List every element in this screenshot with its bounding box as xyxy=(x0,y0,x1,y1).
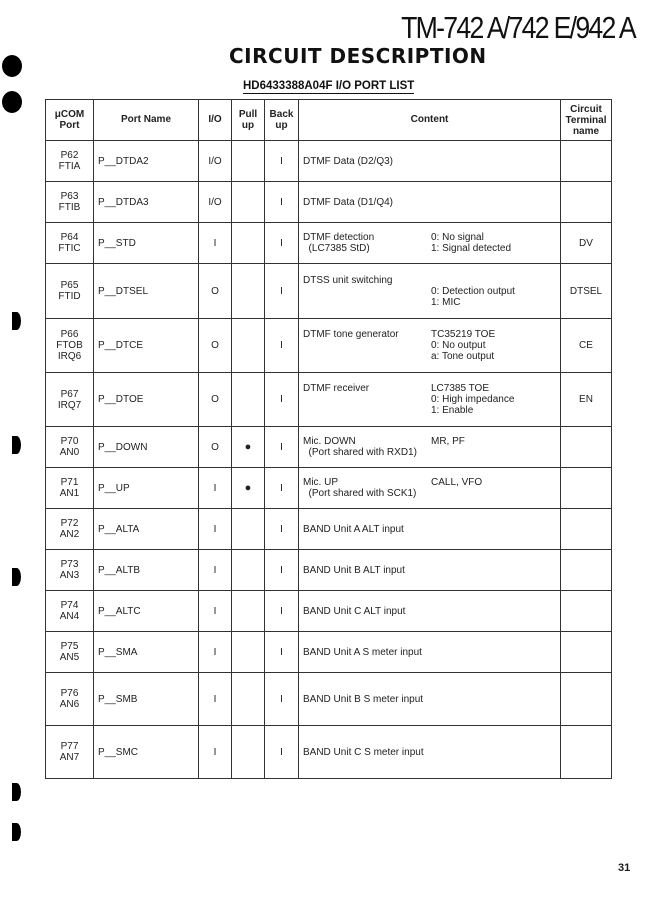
io-cell: O xyxy=(199,427,232,468)
content-description: BAND Unit C S meter input xyxy=(303,746,424,758)
port-cell: P70 AN0 xyxy=(46,427,94,468)
table-row xyxy=(46,182,612,223)
table-row xyxy=(46,591,612,632)
port-name-cell: P__DTDA2 xyxy=(94,141,199,182)
port-cell: P75 AN5 xyxy=(46,632,94,673)
header-io: I/O xyxy=(199,100,232,141)
circuit-terminal-cell xyxy=(561,550,612,591)
port-name-cell: P__STD xyxy=(94,223,199,264)
binding-mark xyxy=(12,783,21,801)
port-name-cell: P__SMB xyxy=(94,673,199,726)
content-detail: CALL, VFO xyxy=(431,477,483,488)
content-description: Mic. UP xyxy=(303,477,338,488)
pullup-cell xyxy=(232,550,265,591)
backup-cell: I xyxy=(265,427,299,468)
binding-mark xyxy=(12,823,21,841)
port-name-cell: P__ALTC xyxy=(94,591,199,632)
circuit-terminal-cell: DV xyxy=(561,223,612,264)
table-row xyxy=(46,264,612,319)
port-name-cell: P__DTSEL xyxy=(94,264,199,319)
table-row xyxy=(46,141,612,182)
content-description xyxy=(303,394,431,405)
io-cell: I xyxy=(199,550,232,591)
content-description: BAND Unit B ALT input xyxy=(303,564,405,576)
port-cell: P64 FTIC xyxy=(46,223,94,264)
content-description: DTMF tone generator xyxy=(303,329,399,340)
content-cell xyxy=(299,673,561,726)
content-detail: 1: Signal detected xyxy=(431,243,512,254)
table-row xyxy=(46,468,612,509)
page-number: 31 xyxy=(618,862,631,874)
io-cell: O xyxy=(199,373,232,427)
content-description: (Port shared with SCK1) xyxy=(303,488,417,499)
content-cell xyxy=(299,319,561,373)
backup-cell: I xyxy=(265,550,299,591)
content-cell xyxy=(299,632,561,673)
circuit-terminal-cell: EN xyxy=(561,373,612,427)
content-description xyxy=(303,351,431,362)
pullup-cell xyxy=(232,673,265,726)
content-detail: 1: Enable xyxy=(431,405,474,416)
binding-mark xyxy=(12,436,21,454)
header-backup: Back up xyxy=(265,100,299,141)
table-row xyxy=(46,319,612,373)
circuit-terminal-cell xyxy=(561,673,612,726)
content-detail: 0: No output xyxy=(431,340,486,351)
content-detail: TC35219 TOE xyxy=(431,329,496,340)
content-description: BAND Unit A S meter input xyxy=(303,646,422,658)
content-description xyxy=(303,405,431,416)
table-row xyxy=(46,509,612,550)
backup-cell: I xyxy=(265,141,299,182)
pullup-cell xyxy=(232,141,265,182)
content-cell xyxy=(299,264,561,319)
table-row xyxy=(46,550,612,591)
pullup-cell xyxy=(232,726,265,779)
port-name-cell: P__DTDA3 xyxy=(94,182,199,223)
header-port: μCOM Port xyxy=(46,100,94,141)
content-cell xyxy=(299,591,561,632)
port-cell: P71 AN1 xyxy=(46,468,94,509)
circuit-terminal-cell xyxy=(561,509,612,550)
io-cell: I xyxy=(199,591,232,632)
binding-mark xyxy=(12,312,21,330)
model-number: TM-742 A/742 E/942 A xyxy=(401,10,635,45)
header-circuit: Circuit Terminal name xyxy=(561,100,612,141)
content-cell xyxy=(299,373,561,427)
io-cell: I/O xyxy=(199,182,232,223)
port-cell: P72 AN2 xyxy=(46,509,94,550)
port-name-cell: P__UP xyxy=(94,468,199,509)
content-detail: LC7385 TOE xyxy=(431,383,490,394)
port-name-cell: P__ALTB xyxy=(94,550,199,591)
pullup-cell xyxy=(232,182,265,223)
content-description: BAND Unit A ALT input xyxy=(303,523,404,535)
circuit-terminal-cell: CE xyxy=(561,319,612,373)
content-detail: a: Tone output xyxy=(431,351,495,362)
pullup-cell xyxy=(232,223,265,264)
pullup-cell xyxy=(232,509,265,550)
content-description xyxy=(303,340,431,351)
table-title: HD6433388A04F I/O PORT LIST xyxy=(243,80,415,92)
io-cell: I xyxy=(199,726,232,779)
io-cell: I xyxy=(199,632,232,673)
port-cell: P74 AN4 xyxy=(46,591,94,632)
circuit-terminal-cell xyxy=(561,141,612,182)
content-description: DTMF detection xyxy=(303,232,375,243)
port-cell: P76 AN6 xyxy=(46,673,94,726)
backup-cell: I xyxy=(265,468,299,509)
content-cell xyxy=(299,427,561,468)
backup-cell: I xyxy=(265,373,299,427)
backup-cell: I xyxy=(265,726,299,779)
circuit-terminal-cell xyxy=(561,468,612,509)
port-name-cell: P__SMA xyxy=(94,632,199,673)
io-port-table xyxy=(45,99,612,779)
header-port-name: Port Name xyxy=(94,100,199,141)
content-cell xyxy=(299,182,561,223)
binding-mark xyxy=(12,568,21,586)
content-cell xyxy=(299,726,561,779)
header-content: Content xyxy=(299,100,561,141)
pullup-cell xyxy=(232,264,265,319)
content-description: Mic. DOWN xyxy=(303,436,356,447)
backup-cell: I xyxy=(265,319,299,373)
io-cell: I xyxy=(199,223,232,264)
content-cell xyxy=(299,550,561,591)
table-row xyxy=(46,373,612,427)
content-description: DTSS unit switching xyxy=(303,274,393,286)
backup-cell: I xyxy=(265,182,299,223)
backup-cell: I xyxy=(265,591,299,632)
backup-cell: I xyxy=(265,223,299,264)
table-header-row xyxy=(46,100,612,141)
table-row xyxy=(46,427,612,468)
circuit-terminal-cell xyxy=(561,591,612,632)
pullup-cell xyxy=(232,591,265,632)
content-description: DTMF Data (D2/Q3) xyxy=(303,155,394,167)
pullup-cell xyxy=(232,319,265,373)
io-cell: I xyxy=(199,509,232,550)
content-description xyxy=(303,286,431,297)
content-description: BAND Unit C ALT input xyxy=(303,605,406,617)
circuit-terminal-cell xyxy=(561,632,612,673)
content-cell xyxy=(299,141,561,182)
header-pullup: Pull up xyxy=(232,100,265,141)
io-cell: O xyxy=(199,319,232,373)
io-cell: I xyxy=(199,468,232,509)
backup-cell: I xyxy=(265,264,299,319)
port-name-cell: P__ALTA xyxy=(94,509,199,550)
content-description: DTMF Data (D1/Q4) xyxy=(303,196,394,208)
pullup-cell xyxy=(232,373,265,427)
io-cell: I xyxy=(199,673,232,726)
port-cell: P62 FTIA xyxy=(46,141,94,182)
backup-cell: I xyxy=(265,673,299,726)
backup-cell: I xyxy=(265,509,299,550)
pullup-cell: ● xyxy=(232,427,265,468)
circuit-terminal-cell: DTSEL xyxy=(561,264,612,319)
port-cell: P73 AN3 xyxy=(46,550,94,591)
backup-cell: I xyxy=(265,632,299,673)
pullup-cell xyxy=(232,632,265,673)
content-description xyxy=(303,297,431,308)
punch-hole xyxy=(2,55,22,77)
port-cell: P63 FTIB xyxy=(46,182,94,223)
table-row xyxy=(46,632,612,673)
content-description: (LC7385 StD) xyxy=(303,243,370,254)
content-cell xyxy=(299,468,561,509)
port-name-cell: P__DTCE xyxy=(94,319,199,373)
io-cell: I/O xyxy=(199,141,232,182)
table-row xyxy=(46,726,612,779)
content-description: (Port shared with RXD1) xyxy=(303,447,417,458)
port-cell: P67 IRQ7 xyxy=(46,373,94,427)
content-detail: 0: No signal xyxy=(431,232,484,243)
section-title: CIRCUIT DESCRIPTION xyxy=(229,44,487,68)
pullup-cell: ● xyxy=(232,468,265,509)
content-detail: 1: MIC xyxy=(431,296,461,308)
port-cell: P65 FTID xyxy=(46,264,94,319)
circuit-terminal-cell xyxy=(561,182,612,223)
circuit-terminal-cell xyxy=(561,726,612,779)
io-cell: O xyxy=(199,264,232,319)
port-name-cell: P__DTOE xyxy=(94,373,199,427)
table-row xyxy=(46,223,612,264)
table-row xyxy=(46,673,612,726)
port-name-cell: P__SMC xyxy=(94,726,199,779)
content-cell xyxy=(299,223,561,264)
port-name-cell: P__DOWN xyxy=(94,427,199,468)
content-detail: MR, PF xyxy=(431,436,465,447)
port-cell: P77 AN7 xyxy=(46,726,94,779)
content-description: DTMF receiver xyxy=(303,383,370,394)
punch-hole xyxy=(2,91,22,113)
content-detail: 0: High impedance xyxy=(431,394,515,405)
circuit-terminal-cell xyxy=(561,427,612,468)
content-detail: 0: Detection output xyxy=(431,285,515,297)
content-cell xyxy=(299,509,561,550)
port-cell: P66 FTOB IRQ6 xyxy=(46,319,94,373)
content-description: BAND Unit B S meter input xyxy=(303,693,424,705)
